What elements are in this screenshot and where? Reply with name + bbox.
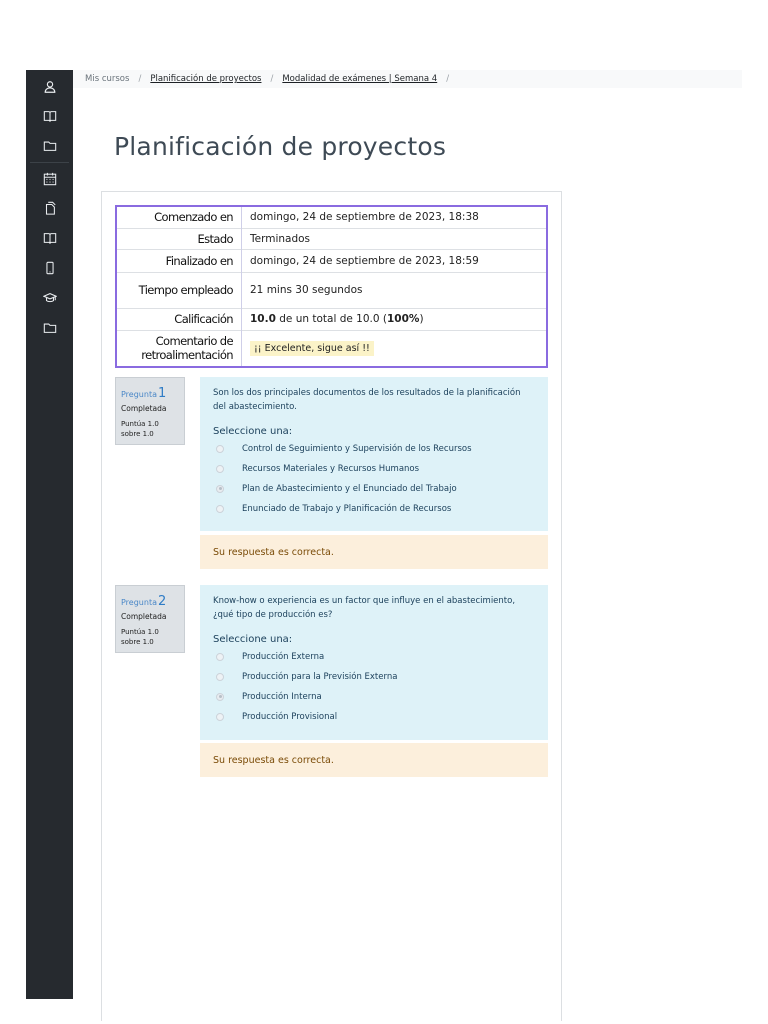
folder-icon xyxy=(43,321,57,335)
sidebar xyxy=(26,70,73,999)
question-number: 2 xyxy=(157,594,167,609)
breadcrumb-separator: / xyxy=(446,74,450,84)
summary-row-grade xyxy=(117,308,546,330)
sidebar-item-library[interactable] xyxy=(26,226,73,250)
answer-option[interactable] xyxy=(213,462,535,475)
sidebar-item-grades[interactable] xyxy=(26,286,73,310)
summary-value: domingo, 24 de septiembre de 2023, 18:59 xyxy=(250,254,479,267)
question-state: Completada xyxy=(121,404,167,413)
answer-text: Control de Seguimiento y Supervisión de los Recursos xyxy=(242,443,472,454)
attempt-summary xyxy=(115,205,548,368)
summary-label: Tiempo empleado xyxy=(117,272,242,308)
page-title: Planificación de proyectos xyxy=(114,132,447,161)
summary-row-finished xyxy=(117,249,546,272)
answer-text: Recursos Materiales y Recursos Humanos xyxy=(242,463,420,474)
summary-row-started xyxy=(117,207,546,228)
radio-button[interactable] xyxy=(216,653,224,661)
summary-value xyxy=(242,330,547,366)
files-icon xyxy=(43,201,57,215)
breadcrumb-separator: / xyxy=(270,74,274,84)
summary-row-state xyxy=(117,228,546,249)
summary-label: Estado xyxy=(117,228,242,249)
radio-button[interactable] xyxy=(216,713,224,721)
question-label: Pregunta xyxy=(121,390,157,399)
folder-icon xyxy=(43,139,57,153)
answer-option[interactable] xyxy=(213,502,535,515)
book-icon xyxy=(43,109,57,123)
sidebar-item-documents[interactable] xyxy=(26,196,73,220)
answer-option[interactable] xyxy=(213,650,535,663)
radio-button[interactable] xyxy=(216,505,224,513)
sidebar-item-files[interactable] xyxy=(26,134,73,158)
summary-label: Comenzado en xyxy=(117,207,242,228)
question-outcome: Su respuesta es correcta. xyxy=(200,535,548,569)
summary-label: Finalizado en xyxy=(117,249,242,272)
answer-text: Producción Externa xyxy=(242,651,325,662)
sidebar-item-mobile[interactable] xyxy=(26,256,73,280)
summary-value: 21 mins 30 segundos xyxy=(250,284,363,296)
grade-close: ) xyxy=(419,313,424,325)
question-outcome: Su respuesta es correcta. xyxy=(200,743,548,777)
select-label: Seleccione una: xyxy=(213,634,293,645)
graduation-cap-icon xyxy=(43,291,57,305)
answer-text: Producción para la Previsión Externa xyxy=(242,671,398,682)
summary-value: Terminados xyxy=(250,232,311,245)
question-prompt: Know-how o experiencia es un factor que influye en el abastecimiento, ¿qué tipo de producción es? xyxy=(213,596,516,620)
breadcrumb-item-my-courses[interactable]: Mis cursos xyxy=(85,74,130,84)
question-prompt: Son los dos principales documentos de los resultados de la planificación del abastecimiento. xyxy=(213,388,521,412)
sidebar-item-profile[interactable] xyxy=(26,75,73,99)
feedback-text: ¡¡ Excelente, sigue así !! xyxy=(250,341,374,356)
question-content xyxy=(200,377,548,531)
question-grade: Puntúa 1.0 sobre 1.0 xyxy=(121,628,159,646)
question-content xyxy=(200,585,548,740)
breadcrumb-separator: / xyxy=(138,74,142,84)
question-state: Completada xyxy=(121,612,167,621)
mobile-icon xyxy=(43,261,57,275)
answer-option[interactable] xyxy=(213,710,535,723)
select-label: Seleccione una: xyxy=(213,426,293,437)
answer-option-selected[interactable] xyxy=(213,690,535,703)
summary-label: Calificación xyxy=(117,308,242,330)
sidebar-divider xyxy=(30,162,69,163)
answer-option-selected[interactable] xyxy=(213,482,535,495)
answer-option[interactable] xyxy=(213,670,535,683)
answer-text: Producción Interna xyxy=(242,691,322,702)
question-grade: Puntúa 1.0 sobre 1.0 xyxy=(121,420,159,438)
book-icon xyxy=(43,231,57,245)
answer-text: Enunciado de Trabajo y Planificación de Recursos xyxy=(242,503,452,514)
grade-score: 10.0 xyxy=(250,313,276,325)
calendar-icon xyxy=(43,172,57,186)
sidebar-item-calendar[interactable] xyxy=(26,167,73,191)
summary-row-time xyxy=(117,272,546,308)
summary-value xyxy=(242,308,547,330)
user-icon xyxy=(43,80,57,94)
answer-text: Plan de Abastecimiento y el Enunciado del Trabajo xyxy=(242,483,457,494)
grade-percent: 100% xyxy=(387,313,420,325)
question-info xyxy=(115,377,185,445)
summary-label: Comentario de retroalimentación xyxy=(117,330,242,366)
breadcrumb-item-course[interactable]: Planificación de proyectos xyxy=(150,74,262,84)
breadcrumb-item-section[interactable]: Modalidad de exámenes | Semana 4 xyxy=(282,74,438,84)
breadcrumb xyxy=(73,70,742,88)
radio-button[interactable] xyxy=(216,465,224,473)
radio-button[interactable] xyxy=(216,673,224,681)
sidebar-item-courses[interactable] xyxy=(26,104,73,128)
question-number: 1 xyxy=(157,386,167,401)
summary-value: domingo, 24 de septiembre de 2023, 18:38 xyxy=(250,211,479,224)
question-label: Pregunta xyxy=(121,598,157,607)
summary-row-feedback xyxy=(117,330,546,366)
radio-button-checked[interactable] xyxy=(216,693,224,701)
answer-option[interactable] xyxy=(213,442,535,455)
radio-button[interactable] xyxy=(216,445,224,453)
sidebar-item-folder[interactable] xyxy=(26,316,73,340)
grade-total: de un total de 10.0 ( xyxy=(275,313,387,325)
radio-button-checked[interactable] xyxy=(216,485,224,493)
answer-text: Producción Provisional xyxy=(242,711,338,722)
question-info xyxy=(115,585,185,653)
